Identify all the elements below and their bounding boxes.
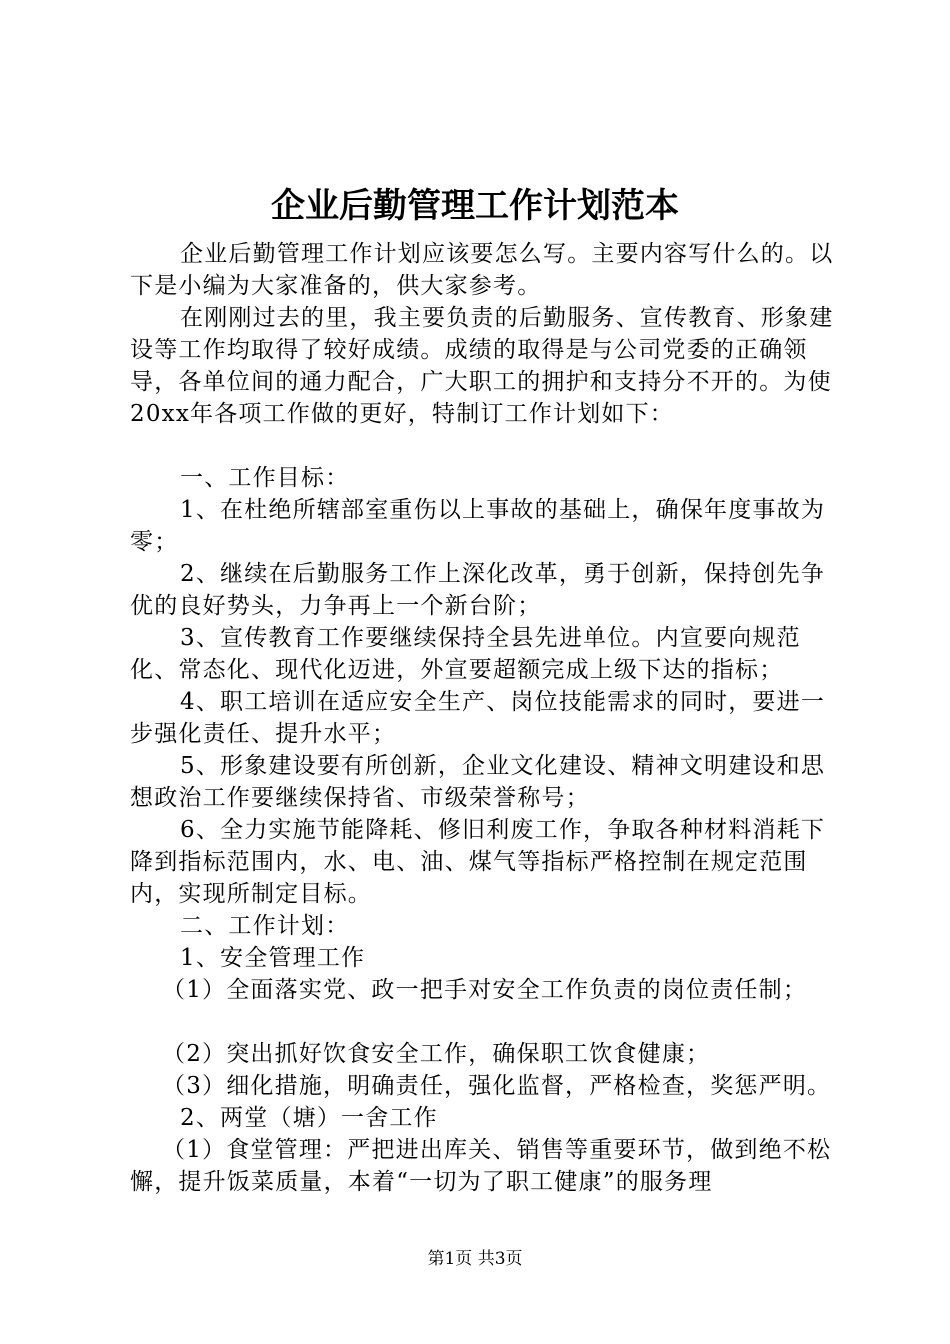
paragraph-gap bbox=[130, 1006, 842, 1038]
section-heading-plan: 二、工作计划： bbox=[180, 913, 350, 939]
plan-item: （2）突出抓好饮食安全工作，确保职工饮食健康； bbox=[162, 1041, 711, 1067]
document-body bbox=[130, 238, 842, 1198]
document-title: 企业后勤管理工作计划范本 bbox=[271, 186, 679, 226]
goal-item: 5、形象建设要有所创新，企业文化建设、精神文明建设和思想政治工作要继续保持省、市级荣誉称号； bbox=[130, 753, 826, 811]
plan-subheading-facilities: 2、两堂（塘）一舍工作 bbox=[180, 1105, 438, 1131]
goal-item: 3、宣传教育工作要继续保持全县先进单位。内宣要向规范化、常态化、现代化迈进，外宣要超额完成上级下达的指标； bbox=[130, 625, 801, 683]
intro-paragraph: 企业后勤管理工作计划应该要怎么写。主要内容写什么的。以下是小编为大家准备的，供大家参考。 bbox=[130, 241, 834, 299]
goal-item: 6、全力实施节能降耗、修旧利废工作，争取各种材料消耗下降到指标范围内，水、电、油、煤气等指标严格控制在规定范围内，实现所制定目标。 bbox=[130, 817, 826, 907]
paragraph-gap bbox=[130, 430, 842, 462]
plan-item: （1）食堂管理：严把进出库关、销售等重要环节，做到绝不松懈，提升饭菜质量，本着“一切为了职工健康”的服务理 bbox=[130, 1137, 832, 1195]
overview-paragraph: 在刚刚过去的里，我主要负责的后勤服务、宣传教育、形象建设等工作均取得了较好成绩。成绩的取得是与公司党委的正确领导，各单位间的通力配合，广大职工的拥护和支持分不开的。为使20xx年各项工作做的更好，特制订工作计划如下： bbox=[130, 305, 834, 427]
plan-item: （3）细化措施，明确责任，强化监督，严格检查，奖惩严明。 bbox=[162, 1073, 832, 1099]
page-footer: 第1页 共3页 bbox=[427, 1249, 523, 1269]
goal-item: 4、职工培训在适应安全生产、岗位技能需求的同时，要进一步强化责任、提升水平； bbox=[130, 689, 826, 747]
plan-item: （1）全面落实党、政一把手对安全工作负责的岗位责任制； bbox=[162, 977, 808, 1003]
plan-subheading-safety: 1、安全管理工作 bbox=[180, 945, 366, 971]
section-heading-goals: 一、工作目标： bbox=[180, 465, 350, 491]
goal-item: 2、继续在后勤服务工作上深化改革，勇于创新，保持创先争优的良好势头，力争再上一个新台阶； bbox=[130, 561, 826, 619]
goal-item: 1、在杜绝所辖部室重伤以上事故的基础上，确保年度事故为零； bbox=[130, 497, 826, 555]
